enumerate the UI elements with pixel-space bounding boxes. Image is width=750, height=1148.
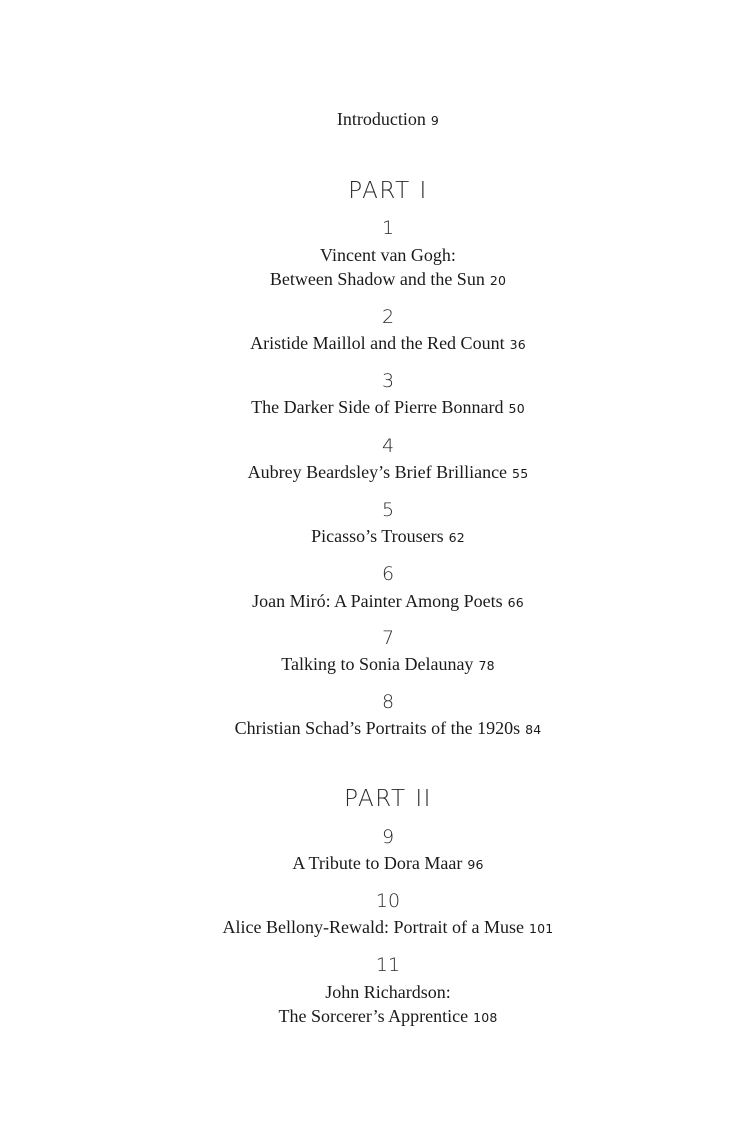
chapter-number: 11	[375, 954, 401, 976]
chapter-title-line	[40, 243, 736, 267]
chapter-number: 3	[381, 370, 395, 392]
chapter-title-line	[40, 395, 736, 421]
page-number: 50	[508, 401, 525, 416]
chapter-title-text: Christian Schad’s Portraits of the 1920s	[234, 718, 521, 738]
chapter-title-line	[40, 652, 736, 678]
chapter-number: 4	[381, 435, 395, 457]
page-number: 78	[478, 658, 495, 673]
page-number: 66	[507, 595, 524, 610]
chapter-number: 9	[381, 826, 395, 848]
chapter-title-line	[40, 524, 736, 550]
chapter-number: 7	[381, 627, 395, 649]
chapter-number: 8	[381, 691, 395, 713]
chapter-title-text: Alice Bellony-Rewald: Portrait of a Muse	[222, 917, 524, 937]
chapter-title-text: Aubrey Beardsley’s Brief Brilliance	[247, 462, 508, 482]
chapter-title-text: Joan Miró: A Painter Among Poets	[252, 591, 503, 611]
page-number: 55	[512, 466, 529, 481]
chapter-title-text: The Sorcerer’s Apprentice	[278, 1006, 469, 1026]
page-number: 108	[473, 1010, 498, 1025]
chapter-title-line	[40, 589, 736, 615]
page-number: 20	[489, 273, 507, 288]
chapter-title-line	[40, 267, 736, 293]
page-number: 36	[509, 337, 526, 352]
chapter-title-line	[40, 980, 736, 1004]
chapter-number: 2	[381, 306, 395, 328]
chapter-title-text: Picasso’s Trousers	[311, 526, 444, 546]
page-number: 96	[467, 857, 484, 872]
chapter-title-text: The Darker Side of Pierre Bonnard	[251, 397, 504, 417]
chapter-title-line	[40, 915, 736, 941]
chapter-title-line	[40, 851, 736, 877]
page-number: 101	[528, 921, 554, 936]
page-number: 84	[525, 722, 542, 737]
chapter-number: 6	[381, 563, 395, 585]
chapter-title-text: Aristide Maillol and the Red Count	[250, 333, 505, 353]
chapter-title-line	[40, 331, 736, 357]
entry-title: Introduction	[336, 109, 426, 129]
chapter-title-text: Between Shadow and the Sun	[269, 269, 485, 289]
chapter-title-text: Talking to Sonia Delaunay	[281, 654, 474, 674]
chapter-title-line	[40, 460, 736, 486]
chapter-number: 1	[381, 217, 395, 239]
chapter-title-text: A Tribute to Dora Maar	[292, 853, 463, 873]
part-heading: PART II	[344, 786, 432, 812]
chapter-title-line	[40, 716, 736, 742]
chapter-title-line	[40, 1004, 736, 1030]
part-heading: PART I	[348, 178, 428, 204]
chapter-title-text: Vincent van Gogh:	[320, 245, 456, 265]
toc-entry-introduction	[40, 107, 736, 133]
chapter-number: 10	[375, 890, 401, 912]
chapter-number: 5	[381, 499, 395, 521]
page-number: 62	[448, 530, 465, 545]
chapter-title-text: John Richardson:	[325, 982, 451, 1002]
page-number: 9	[430, 113, 440, 128]
